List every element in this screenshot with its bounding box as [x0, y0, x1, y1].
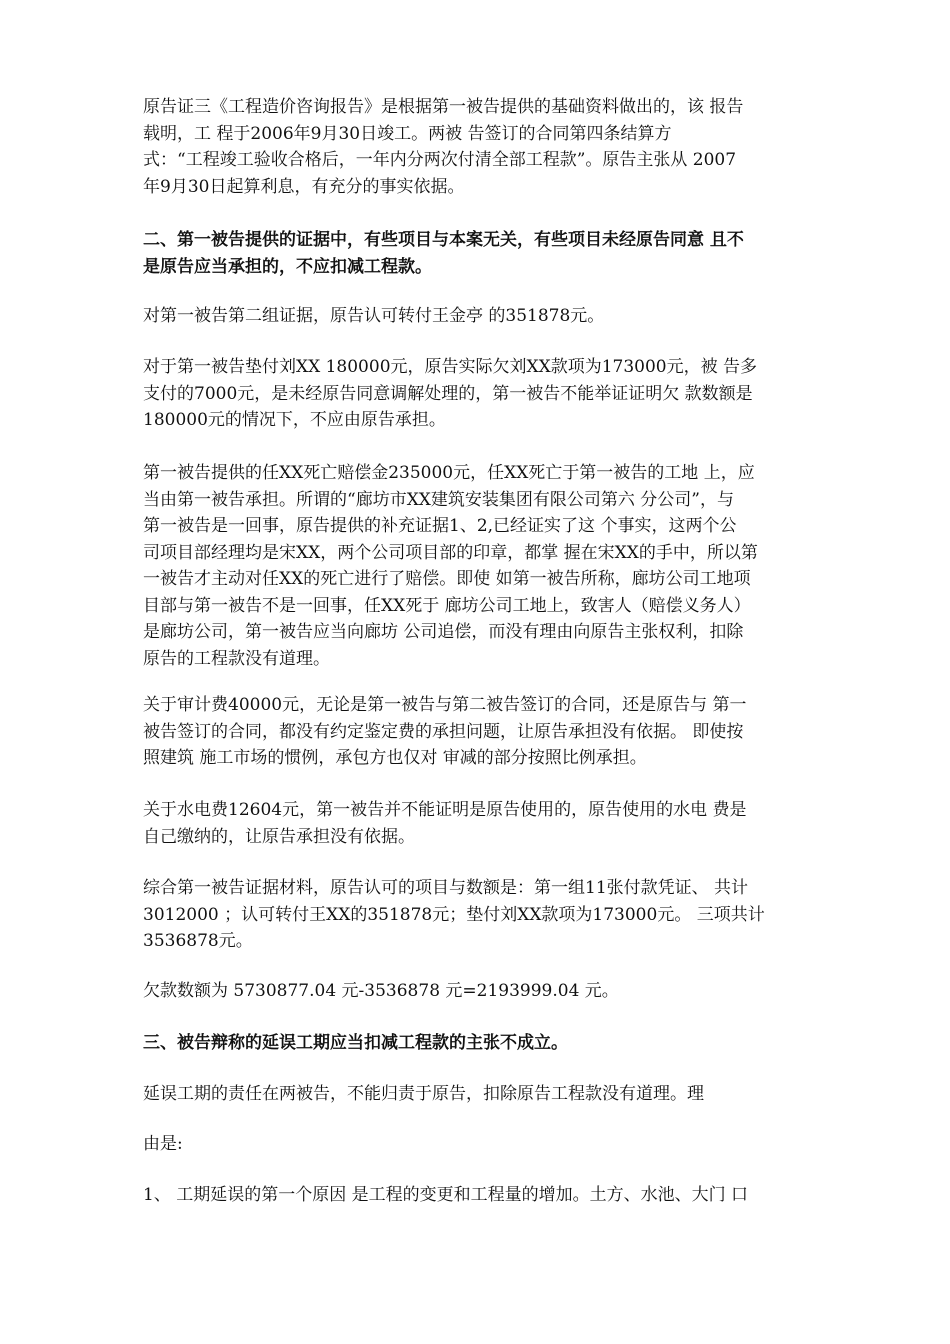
text-line: 司项目部经理均是宋XX，两个公司项目部的印章，都掌 握在宋XX的手中，所以第 — [143, 542, 758, 563]
heading-section-three — [143, 1030, 833, 1057]
paragraph-audit-fee — [143, 692, 833, 772]
text-line: 式：“工程竣工验收合格后，一年内分两次付清全部工程款”。原告主张从 2007 — [143, 150, 737, 170]
paragraph-cost-report — [143, 94, 833, 200]
text-line: 年9月30日起算利息，有充分的事实依据。 — [143, 176, 465, 197]
text-line: 综合第一被告证据材料，原告认可的项目与数额是：第一组11张付款凭证、 共计 — [143, 878, 749, 898]
text-line: 原告证三《工程造价咨询报告》是根据第一被告提供的基础资料做出的，该 报告 — [143, 97, 744, 117]
text-line: 关于审计费40000元，无论是第一被告与第二被告签订的合同，还是原告与 第一 — [143, 695, 747, 715]
text-line: 支付的7000元，是未经原告同意调解处理的，第一被告不能举证证明欠 款数额是 — [143, 383, 753, 404]
paragraph-reasons-label — [143, 1131, 833, 1158]
paragraph-reason-one — [143, 1182, 833, 1209]
text-line: 是廊坊公司，第一被告应当向廊坊 公司追偿，而没有理由向原告主张权利，扣除 — [143, 622, 744, 642]
text-line: 原告的工程款没有道理。 — [143, 648, 330, 669]
text-line: 延误工期的责任在两被告，不能归责于原告，扣除原告工程款没有道理。理 — [143, 1084, 704, 1104]
text-line: 第一被告是一回事，原告提供的补充证据1、2,已经证实了这 个事实，这两个公 — [143, 516, 737, 536]
text-line: 自己缴纳的，让原告承担没有依据。 — [143, 826, 415, 847]
heading-section-two — [143, 227, 833, 280]
paragraph-debt-amount — [143, 978, 833, 1005]
paragraph-death-compensation — [143, 460, 833, 672]
text-line: 对于第一被告垫付刘XX 180000元，原告实际欠刘XX款项为173000元，被 告多 — [143, 357, 758, 377]
text-line: 一被告才主动对任XX的死亡进行了赔偿。即使 如第一被告所称，廊坊公司工地项 — [143, 569, 751, 589]
text-line: 三、被告辩称的延误工期应当扣减工程款的主张不成立。 — [143, 1033, 568, 1053]
paragraph-evidence-summary — [143, 875, 833, 955]
text-line: 是原告应当承担的，不应扣减工程款。 — [143, 256, 432, 277]
paragraph-utility-fee — [143, 797, 833, 850]
text-line: 载明，工 程于2006年9月30日竣工。两被 告签订的合同第四条结算方 — [143, 123, 672, 144]
text-line: 第一被告提供的任XX死亡赔偿金235000元，任XX死亡于第一被告的工地 上，应 — [143, 463, 755, 483]
text-line: 3536878元。 — [143, 931, 253, 951]
text-line: 关于水电费12604元，第一被告并不能证明是原告使用的，原告使用的水电 费是 — [143, 800, 747, 820]
text-line: 二、第一被告提供的证据中，有些项目与本案无关，有些项目未经原告同意 且不 — [143, 230, 744, 250]
text-line: 由是: — [143, 1134, 183, 1154]
paragraph-advance-payment — [143, 354, 833, 434]
paragraph-delay-responsibility — [143, 1081, 833, 1108]
text-line: 1、 工期延误的第一个原因 是工程的变更和工程量的增加。土方、水池、大门 口 — [143, 1185, 749, 1205]
text-line: 3012000 ；认可转付王XX的351878元；垫付刘XX款项为173000元。 三项共计 — [143, 904, 765, 925]
text-line: 180000元的情况下，不应由原告承担。 — [143, 410, 446, 430]
text-line: 被告签订的合同，都没有约定鉴定费的承担问题，让原告承担没有依据。 即使按 — [143, 721, 744, 742]
text-line: 当由第一被告承担。所谓的“廊坊市XX建筑安装集团有限公司第六 分公司”，与 — [143, 489, 734, 510]
text-line: 照建筑 施工市场的惯例，承包方也仅对 审减的部分按照比例承担。 — [143, 748, 647, 768]
text-line: 对第一被告第二组证据，原告认可转付王金亭 的351878元。 — [143, 306, 605, 326]
paragraph-group-two-evidence — [143, 303, 833, 330]
text-line: 目部与第一被告不是一回事，任XX死于 廊坊公司工地上，致害人（赔偿义务人） — [143, 595, 751, 616]
text-line: 欠款数额为 5730877.04 元-3536878 元=2193999.04 元。 — [143, 981, 619, 1001]
